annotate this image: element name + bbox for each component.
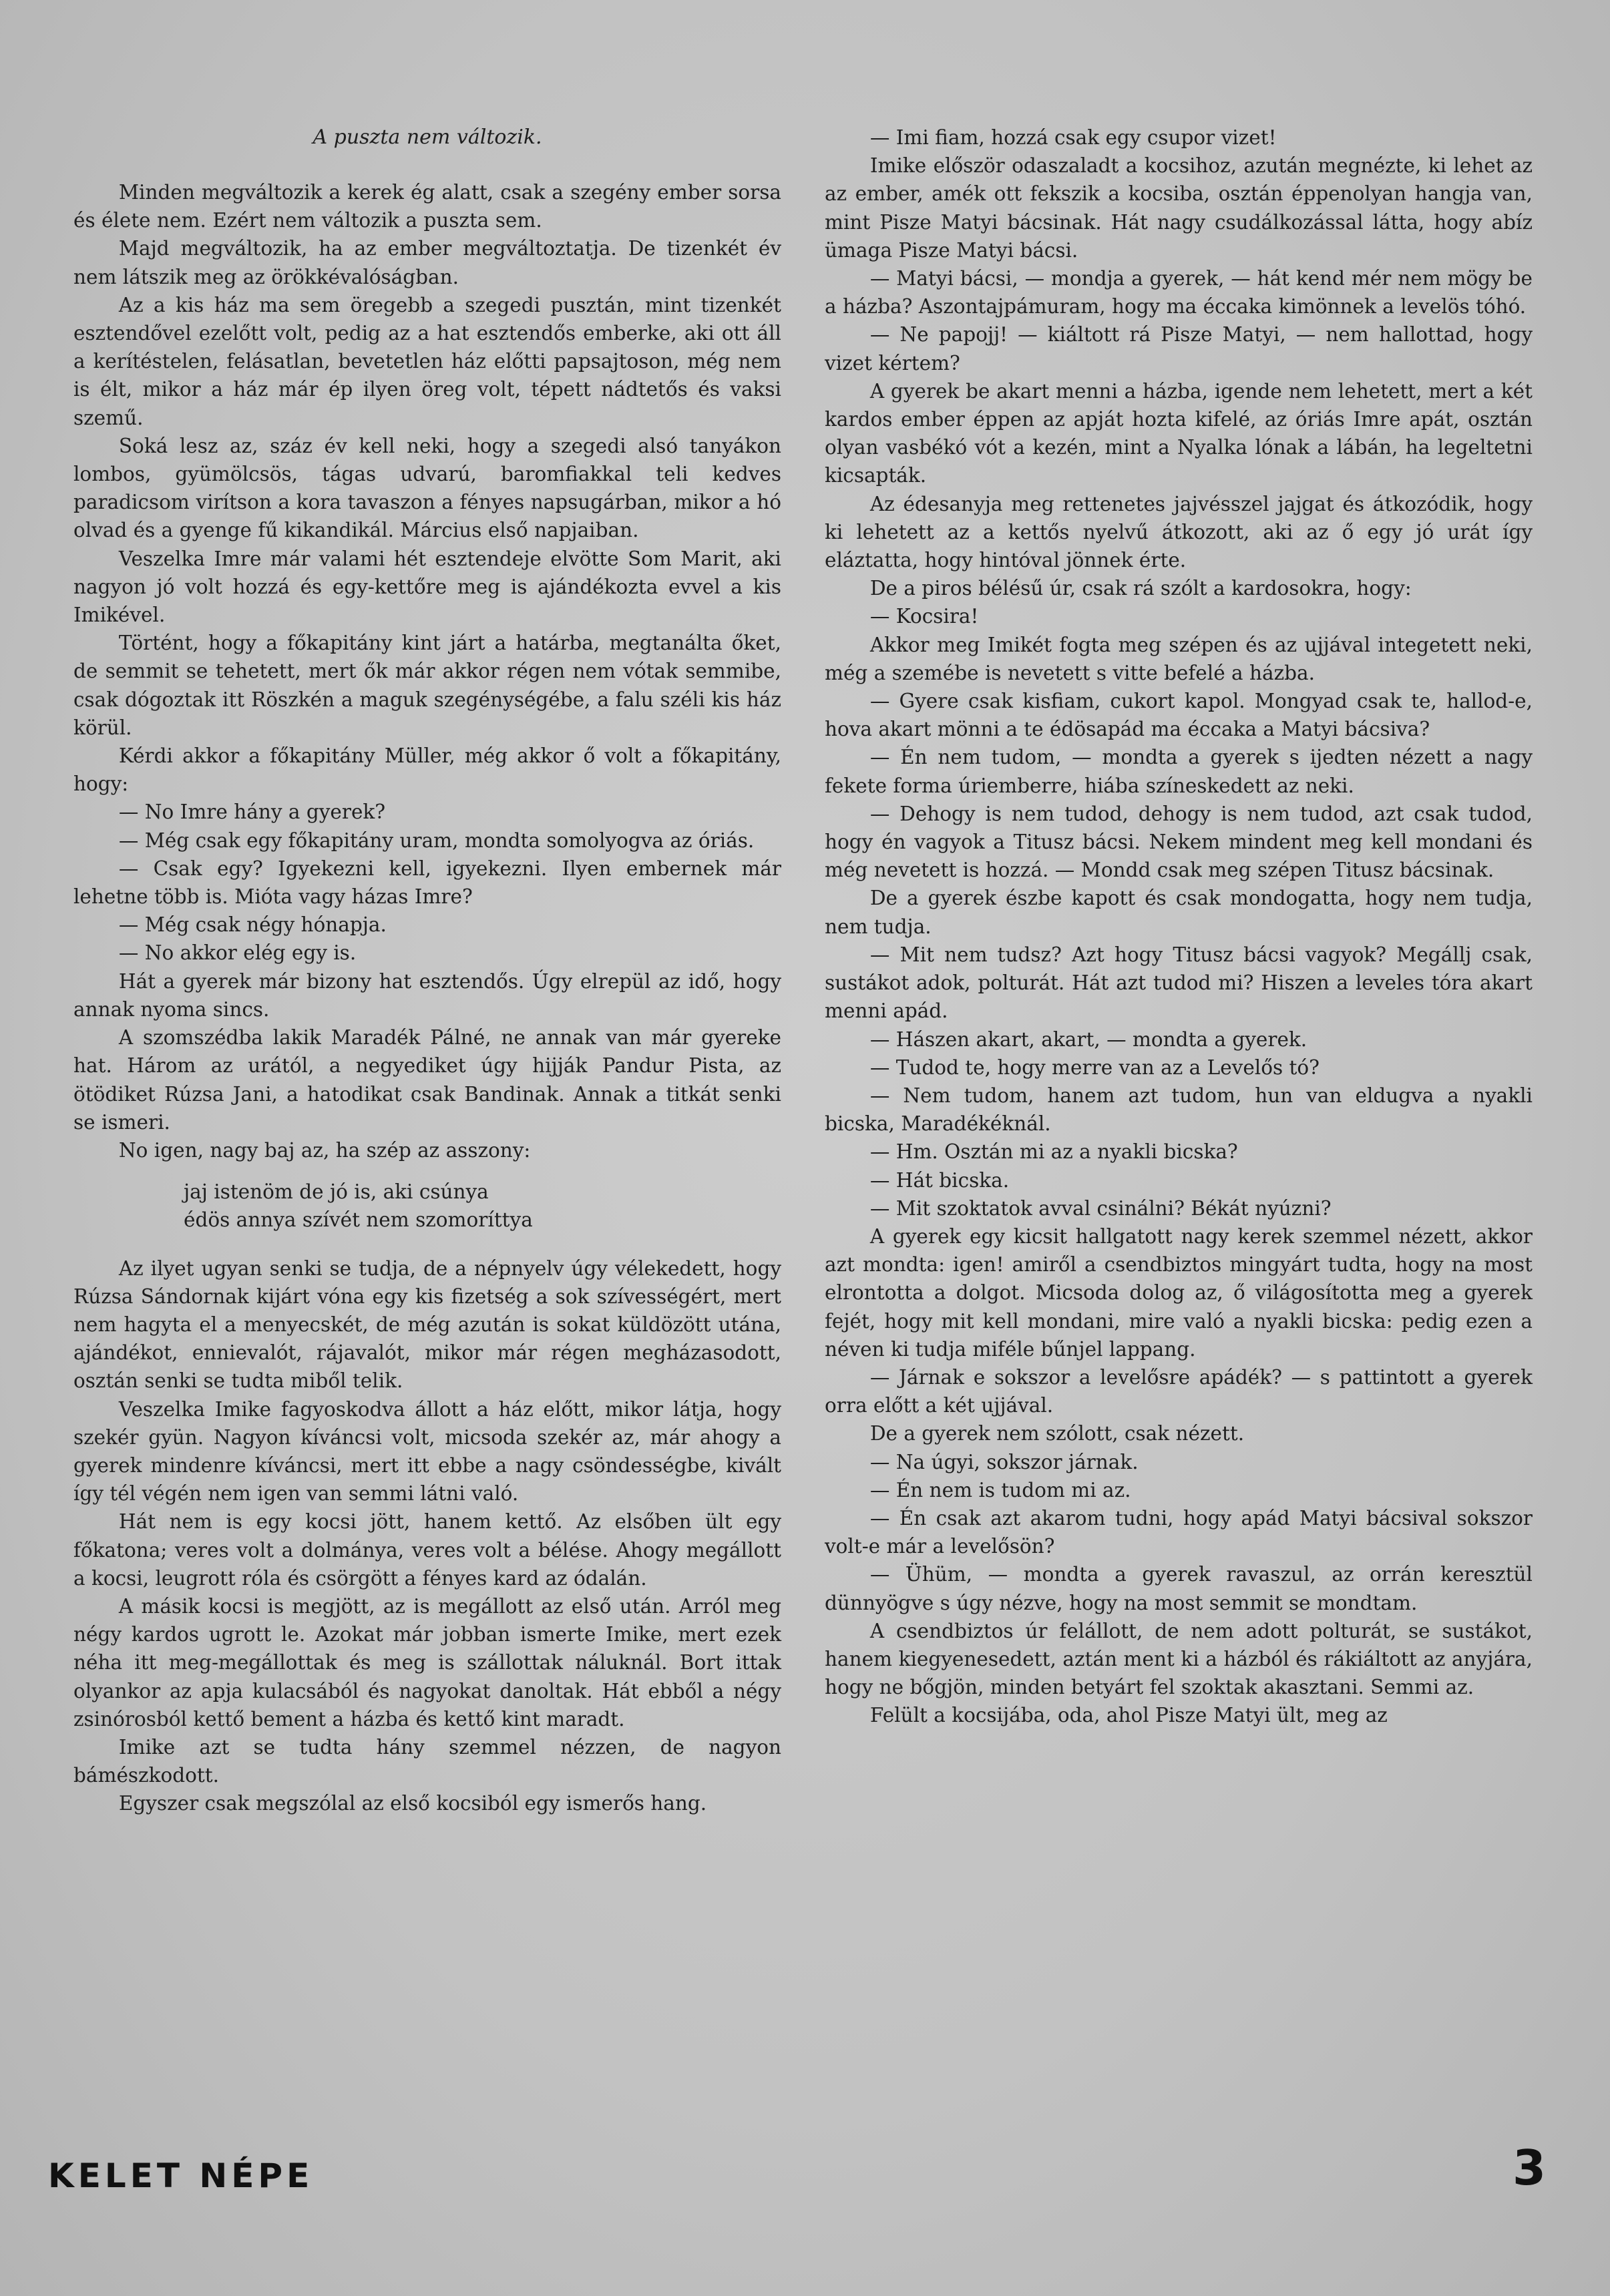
page-number: 3 xyxy=(1513,2140,1547,2196)
paragraph: De a gyerek nem szólott, csak nézett. xyxy=(869,1422,1245,1445)
paragraph: — Én nem is tudom mi az. xyxy=(869,1478,1131,1502)
paragraph: A szomszédba lakik Maradék Pálné, ne annak van már gyereke hat. Három az urától, a negyediket úgy hijják Pandur Pista, az ötödiket Rúzsa Jani, a hatodikat csak Bandinak. Annak a titkát senki se ismeri. xyxy=(73,1026,781,1134)
paragraph: Felült a kocsijába, oda, ahol Pisze Matyi ült, meg az xyxy=(869,1704,1388,1727)
poem-line: jaj istenöm de jó is, aki csúnya xyxy=(184,1180,489,1204)
paragraph: — Gyere csak kisfiam, cukort kapol. Mongyad csak te, hallod-e, hova akart mönni a te édösapád ma éccaka a Matyi bácsiva? xyxy=(825,690,1533,741)
paragraph: — Hm. Osztán mi az a nyakli bicska? xyxy=(869,1140,1238,1164)
paragraph: — Imi fiam, hozzá csak egy csupor vizet! xyxy=(869,126,1277,149)
paragraph: — Hászen akart, akart, — mondta a gyerek. xyxy=(869,1027,1307,1051)
paragraph: Akkor meg Imikét fogta meg szépen és az ujjával integetett neki, még a szemébe is nevetett s vitte befelé a házba. xyxy=(825,633,1533,684)
paragraph: — Kocsira! xyxy=(869,605,979,628)
paragraph: — Na úgyi, sokszor járnak. xyxy=(869,1450,1139,1473)
paragraph: Majd megváltozik, ha az ember megváltoztatja. De tizenkét év nem látszik meg az örökkévalóságban. xyxy=(73,237,781,288)
paragraph: Minden megváltozik a kerek ég alatt, csak a szegény ember sorsa és élete nem. Ezért nem változik a puszta sem. xyxy=(73,181,781,232)
paragraph: A csendbiztos úr felállott, de nem adott polturát, se sustákot, hanem kiegyenesedett, aztán ment ki a házból és rákiáltott az anyjára, hogy ne bőgjön, minden betyárt fel szoktak akasztani. Semmi az. xyxy=(825,1619,1533,1699)
paragraph: A gyerek egy kicsit hallgatott nagy kerek szemmel nézett, akkor azt mondta: igen! amiről a csendbiztos mingyárt tudta, hogy na most elrontotta a dolgot. Micsoda dolog az, ő világosította meg a gyerek fejét, hogy mit kell mondani, mire való a nyakli bicska: pedig ezen a néven ki tudja miféle bűnjel lappang. xyxy=(825,1224,1533,1361)
paragraph: — Hát bicska. xyxy=(869,1168,1010,1192)
paragraph: — Én csak azt akarom tudni, hogy apád Matyi bácsival sokszor volt-e már a levelősön? xyxy=(825,1506,1533,1558)
paragraph: Egyszer csak megszólal az első kocsiból egy ismerős hang. xyxy=(118,1792,707,1815)
paragraph: — Mit nem tudsz? Azt hogy Titusz bácsi vagyok? Megállj csak, sustákot adok, polturát. Hát azt tudod mi? Hiszen a leveles tóra akart menni apád. xyxy=(825,943,1533,1023)
paragraph: Veszelka Imike fagyoskodva állott a ház előtt, mikor látja, hogy szekér gyün. Nagyon kíváncsi volt, micsoda szekér az, már ahogy a gyerek mindenre kíváncsi, mert itt ebbe a nagy csöndességbe, kivált így tél végén nem igen van semmi látni való. xyxy=(73,1397,781,1506)
poem-line: édös annya szívét nem szomoríttya xyxy=(184,1208,533,1232)
paragraph: — Ne papojj! — kiáltott rá Pisze Matyi, — nem hallottad, hogy vizet kértem? xyxy=(825,323,1533,375)
paragraph: A másik kocsi is megjött, az is megállott az első után. Arról meg négy kardos ugrott le. Azokat már jobban ismerte Imike, mert ezek néha itt meg-megállottak és meg is szállottak náluknál. Bort ittak olyankor az apja kulacsából és nagyokat danoltak. Hát ebből a négy zsinórosból kettő bement a házba és kettő kint maradt. xyxy=(73,1594,781,1731)
paragraph: — Tudod te, hogy merre van az a Levelős tó? xyxy=(869,1056,1320,1079)
paragraph: Soká lesz az, száz év kell neki, hogy a szegedi alsó tanyákon lombos, gyümölcsös, tágas udvarú, baromfiakkal teli kedves paradicsom virítson a kora tavaszon a fényes napsugárban, mikor a hó olvad és a gyenge fű kikandikál. Március első napjaiban. xyxy=(73,434,781,542)
paragraph: Hát nem is egy kocsi jött, hanem kettő. Az elsőben ült egy főkatona; veres volt a dolmánya, veres volt a bélése. Ahogy megállott a kocsi, leugrott róla és csörgött a fényes kard az ódalán. xyxy=(73,1510,781,1590)
paragraph: — Dehogy is nem tudod, dehogy is nem tudod, azt csak tudod, hogy én vagyok a Titusz bácsi. Nekem mindent meg kell mondani és még nevetett is hozzá. — Mondd csak meg szépen Titusz bácsinak. xyxy=(825,802,1533,882)
paragraph: — Matyi bácsi, — mondja a gyerek, — hát kend mér nem mögy be a házba? Aszontajpámuram, hogy ma éccaka kimönnek a levelös tóhó. xyxy=(825,267,1533,318)
paragraph: Az ilyet ugyan senki se tudja, de a népnyelv úgy vélekedett, hogy Rúzsa Sándornak kijárt vóna egy kis fizetség a sok szívességért, mert nem hagyta el a menyecskét, de még azután is sokat küldözött utána, ajándékot, ennievalót, rájavalót, mikor már régen megházasodott, osztán senki se tudta miből telik. xyxy=(73,1256,781,1393)
left-paragraphs xyxy=(73,178,781,1164)
paragraph: Kérdi akkor a főkapitány Müller, még akkor ő volt a főkapitány, hogy: xyxy=(73,744,781,796)
left-paragraphs-continued xyxy=(73,1254,781,1818)
paragraph: Hát a gyerek már bizony hat esztendős. Úgy elrepül az idő, hogy annak nyoma sincs. xyxy=(73,969,781,1021)
paragraph: — Még csak négy hónapja. xyxy=(118,913,387,937)
paragraph: — Mit szoktatok avval csinálni? Békát nyúzni? xyxy=(869,1196,1332,1220)
publication-name: KELET NÉPE xyxy=(48,2156,314,2195)
right-paragraphs xyxy=(825,124,1533,1730)
paragraph: De a gyerek észbe kapott és csak mondogatta, hogy nem tudja, nem tudja. xyxy=(825,887,1533,938)
paragraph: A gyerek be akart menni a házba, igende nem lehetett, mert a két kardos ember éppen az apját hozta kifelé, az óriás Imre apát, osztán olyan vasbékó vót a kezén, mint a Nyalka lónak a lábán, ha legeltetni kicsapták. xyxy=(825,379,1533,487)
paragraph: No igen, nagy baj az, ha szép az asszony: xyxy=(118,1138,531,1162)
paragraph: De a piros bélésű úr, csak rá szólt a kardosokra, hogy: xyxy=(869,577,1412,600)
paragraph: — No Imre hány a gyerek? xyxy=(118,800,386,824)
right-column xyxy=(825,124,1533,1730)
paragraph: Imike először odaszaladt a kocsihoz, azután megnézte, ki lehet az az ember, amék ott fekszik a kocsiba, osztán éppenolyan hangja van, mint Pisze Matyi bácsinak. Hát nagy csudálkozással látta, hogy abíz ümaga Pisze Matyi bácsi. xyxy=(825,154,1533,262)
paragraph: Veszelka Imre már valami hét esztendeje elvötte Som Marit, aki nagyon jó volt hozzá és egy-kettőre meg is ajándékozta evvel a kis Imikével. xyxy=(73,547,781,627)
paragraph: Imike azt se tudta hány szemmel nézzen, de nagyon bámészkodott. xyxy=(73,1735,781,1787)
paragraph: — No akkor elég egy is. xyxy=(118,941,357,965)
paragraph: Az édesanyja meg rettenetes jajvésszel jajgat és átkozódik, hogy ki lehetett az a kettős nyelvű átkozott, aki az ő egy jó urát így eláztatta, hogy hintóval jönnek érte. xyxy=(825,492,1533,572)
paragraph: Az a kis ház ma sem öregebb a szegedi pusztán, mint tizenkét esztendővel ezelőtt volt, pedig az a hat esztendős emberke, aki ott áll a kerítéstelen, felásatlan, bevetetlen ház előtti papsajtoson, még nem is élt, mikor a ház már ép ilyen öreg volt, tépett nádtetős és vaksi szemű. xyxy=(73,293,781,429)
paragraph: — Én nem tudom, — mondta a gyerek s ijedten nézett a nagy fekete forma úriemberre, hiába színeskedett az neki. xyxy=(825,746,1533,797)
paragraph: — Ühüm, — mondta a gyerek ravaszul, az orrán keresztül dünnyögve s úgy nézve, hogy na most semmit se mondtam. xyxy=(825,1563,1533,1614)
paragraph: — Csak egy? Igyekezni kell, igyekezni. Ilyen embernek már lehetne több is. Mióta vagy házas Imre? xyxy=(73,857,781,909)
article-title: A puszta nem változik. xyxy=(313,126,542,149)
poem xyxy=(73,1178,781,1234)
paragraph: — Nem tudom, hanem azt tudom, hun van eldugva a nyakli bicska, Maradékéknál. xyxy=(825,1084,1533,1136)
paragraph: — Járnak e sokszor a levelősre apádék? — s pattintott a gyerek orra előtt a két ujjával. xyxy=(825,1365,1533,1417)
paragraph: — Még csak egy főkapitány uram, mondta somolyogva az óriás. xyxy=(118,829,755,852)
left-column xyxy=(73,124,781,1818)
paragraph: Történt, hogy a főkapitány kint járt a határba, megtanálta őket, de semmit se tehetett, mert ők már akkor régen nem vótak semmibe, csak dógoztak itt Röszkén a maguk szegénységébe, a falu széli kis ház körül. xyxy=(73,632,781,739)
